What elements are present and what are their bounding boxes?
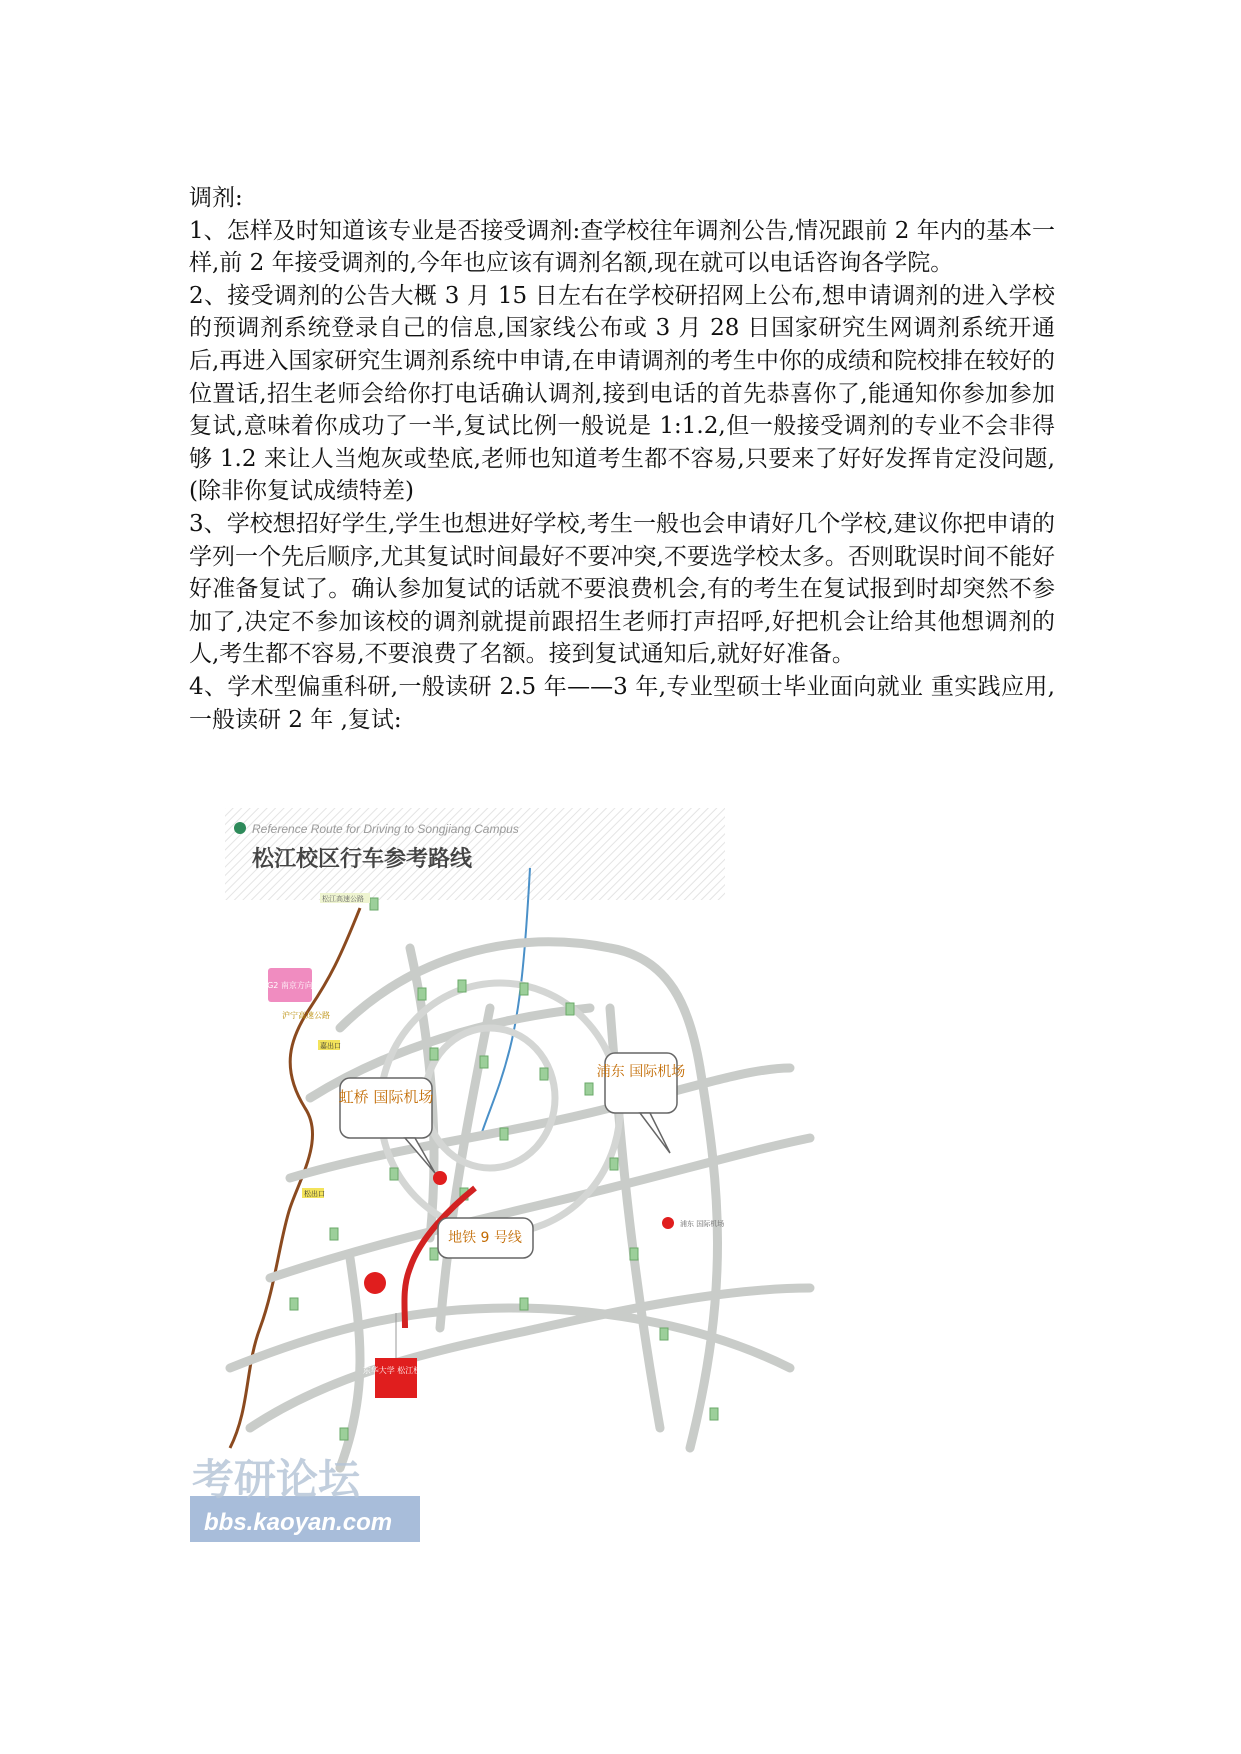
metro-9-callout <box>438 1218 533 1258</box>
pudong-small-label: 浦东 国际机场 <box>680 1220 725 1228</box>
campus-label-box <box>375 1358 417 1398</box>
paragraph-1: 1、怎样及时知道该专业是否接受调剂:查学校往年调剂公告,情况跟前 2 年内的基本一样,前 2 年接受调剂的,今年也应该有调剂名额,现在就可以电话咨询各学院。 <box>189 217 1055 277</box>
paragraph-4: 4、学术型偏重科研,一般读研 2.5 年——3 年,专业型硕士毕业面向就业 重实践应用,一般读研 2 年 ,复试: <box>189 673 1055 733</box>
metro-9-label: 地铁 9 号线 <box>448 1230 522 1246</box>
watermark-cn: 考研论坛 <box>192 1455 361 1504</box>
road-network <box>230 942 810 1468</box>
pudong-airport-callout <box>597 1053 685 1153</box>
paragraph-2: 2、接受调剂的公告大概 3 月 15 日左右在学校研招网上公布,想申请调剂的进入学校的预调剂系统登录自己的信息,国家线公布或 3 月 28 日国家研究生网调剂系统开通后,再进入国家研究生调剂系统中申请,在申请调剂的考生中你的成绩和院校排在较好的位置话,招生老师会给你打电话确认调剂,接到电话的首先恭喜你了,能通知你参加参加复试,意味着你成功了一半,复试比例一般说是 1:1.2,但一般接受调剂的专业不会非得够 1.2 来让人当炮灰或垫底,老师也知道考生都不容易,只要来了好好发挥肯定没问题,(除非你复试成绩特差) <box>189 282 1055 505</box>
watermark-url: bbs.kaoyan.com <box>204 1509 393 1536</box>
huning-label: 沪宁高速公路 <box>282 1011 330 1020</box>
paragraph-3: 3、学校想招好学生,学生也想进好学校,考生一般也会申请好几个学校,建议你把申请的学列一个先后顺序,尤其复试时间最好不要冲突,不要选学校太多。否则耽误时间不能好好准备复试了。确认参加复试的话就不要浪费机会,有的考生在复试报到时却突然不参加了,决定不参加该校的调剂就提前跟招生老师打声招呼,好把机会让给其他想调剂的人,考生都不容易,不要浪费了名额。接到复试通知后,就好好准备。 <box>189 510 1055 668</box>
hongqiao-airport-icon <box>433 1171 447 1185</box>
header-bullet-icon <box>234 822 246 834</box>
pudong-label: 浦东 国际机场 <box>596 1064 686 1080</box>
pudong-airport-icon <box>662 1217 674 1229</box>
campus-label: 东华大学 松江校区 <box>362 1366 430 1375</box>
nanjing-direction-label: G2 南京方向 <box>267 981 313 990</box>
inner-ring-road <box>425 1028 555 1168</box>
map-subtitle-en: Reference Route for Driving to Songjiang Campus <box>252 822 519 836</box>
songjiang-highway-label: 松江高速公路 <box>322 895 364 903</box>
exit-label-1: 嘉出口 <box>320 1042 341 1050</box>
river-water <box>480 868 530 1138</box>
document-body <box>189 182 1055 736</box>
exit-label-2: 松出口 <box>304 1190 325 1198</box>
route-map-figure <box>190 808 822 1556</box>
hongqiao-label: 虹桥 国际机场 <box>338 1088 434 1106</box>
map-title: 松江校区行车参考路线 <box>252 847 473 872</box>
campus-marker-icon <box>364 1272 386 1294</box>
section-heading: 调剂: <box>189 185 243 211</box>
route-map <box>190 808 822 1556</box>
